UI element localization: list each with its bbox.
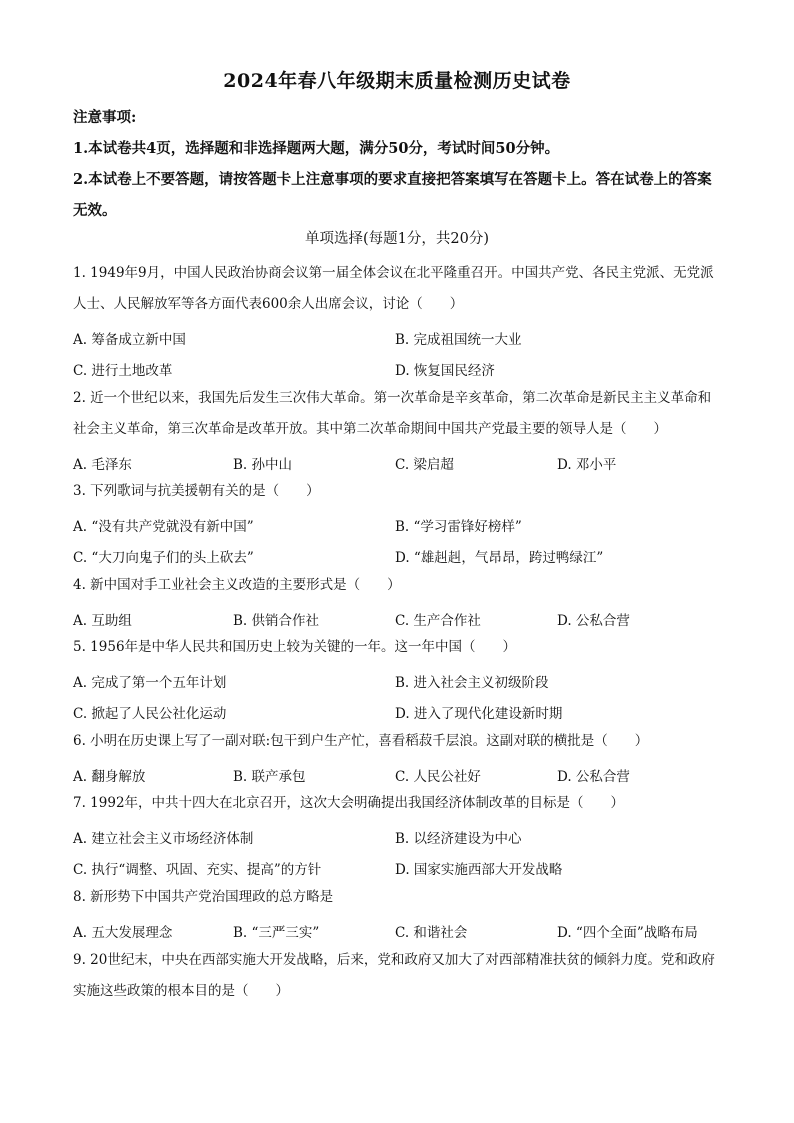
question-3-option-a: A. “没有共产党就没有新中国” [73, 519, 254, 535]
question-6-option-c: C. 人民公社好 [395, 769, 481, 785]
question-5-option-a: A. 完成了第一个五年计划 [73, 675, 227, 691]
question-6-option-a: A. 翻身解放 [73, 769, 146, 785]
question-7-option-a: A. 建立社会主义市场经济体制 [73, 831, 254, 847]
question-2-option-d: D. 邓小平 [557, 457, 617, 473]
question-5-option-d: D. 进入了现代化建设新时期 [395, 706, 563, 722]
question-6-option-b: B. 联产承包 [233, 769, 306, 785]
question-1-option-d: D. 恢复国民经济 [395, 363, 495, 379]
question-2-option-b: B. 孙中山 [233, 457, 293, 473]
question-7-stem: 7. 1992年，中共十四大在北京召开，这次大会明确提出我国经济体制改革的目标是（ ） [73, 795, 625, 811]
question-8-stem: 8. 新形势下中国共产党治国理政的总方略是 [73, 889, 334, 905]
question-2-option-c: C. 梁启超 [395, 457, 454, 473]
question-6-option-d: D. 公私合营 [557, 769, 630, 785]
question-8-option-a: A. 五大发展理念 [73, 925, 173, 941]
question-4-stem: 4. 新中国对手工业社会主义改造的主要形式是（ ） [73, 577, 401, 593]
question-7-option-c: C. 执行“调整、巩固、充实、提高”的方针 [73, 862, 322, 878]
page-title: 2024年春八年级期末质量检测历史试卷 [223, 70, 571, 92]
question-3-option-c: C. “大刀向鬼子们的头上砍去” [73, 550, 254, 566]
question-1-option-c: C. 进行土地改革 [73, 363, 173, 379]
question-4-option-a: A. 互助组 [73, 613, 132, 629]
question-8-option-c: C. 和谐社会 [395, 925, 468, 941]
notice-heading: 注意事项: [73, 109, 137, 126]
question-7-option-b: B. 以经济建设为中心 [395, 831, 522, 847]
question-1-option-a: A. 筹备成立新中国 [73, 332, 186, 348]
question-3-option-d: D. “雄赳赳，气昂昂，跨过鸭绿江” [395, 550, 604, 566]
question-8-option-b: B. “三严三实” [233, 925, 320, 941]
question-7-option-d: D. 国家实施西部大开发战略 [395, 862, 563, 878]
question-3-option-b: B. “学习雷锋好榜样” [395, 519, 522, 535]
section-title: 单项选择(每题1分，共20分) [305, 231, 489, 247]
question-5-stem: 5. 1956年是中华人民共和国历史上较为关键的一年。这一年中国（ ） [73, 639, 517, 655]
question-8-option-d: D. “四个全面”战略布局 [557, 925, 698, 941]
question-6-stem: 6. 小明在历史课上写了一副对联:包干到户生产忙，喜看稻菽千层浪。这副对联的横批是（ ） [73, 733, 649, 749]
question-4-option-b: B. 供销合作社 [233, 613, 320, 629]
question-9-stem: 9. 20世纪末，中央在西部实施大开发战略，后来，党和政府又加大了对西部精准扶贫的倾斜力度。党和政府实施这些政策的根本目的是（ ） [73, 952, 715, 999]
question-1-option-b: B. 完成祖国统一大业 [395, 332, 522, 348]
question-2-stem: 2. 近一个世纪以来，我国先后发生三次伟大革命。第一次革命是辛亥革命，第二次革命是新民主主义革命和社会主义革命，第三次革命是改革开放。其中第二次革命期间中国共产党最主要的领导人是（ ） [73, 390, 712, 437]
question-1-stem: 1. 1949年9月，中国人民政治协商会议第一届全体会议在北平隆重召开。中国共产党、各民主党派、无党派人士、人民解放军等各方面代表600余人出席会议，讨论（ ） [73, 265, 714, 312]
notice-item-1: 1.本试卷共4页，选择题和非选择题两大题，满分50分，考试时间50分钟。 [73, 140, 560, 157]
notice-item-2: 2.本试卷上不要答题，请按答题卡上注意事项的要求直接把答案填写在答题卡上。答在试卷上的答案无效。 [73, 171, 712, 219]
question-5-option-b: B. 进入社会主义初级阶段 [395, 675, 549, 691]
question-5-option-c: C. 掀起了人民公社化运动 [73, 706, 227, 722]
question-4-option-c: C. 生产合作社 [395, 613, 481, 629]
question-2-option-a: A. 毛泽东 [73, 457, 132, 473]
question-3-stem: 3. 下列歌词与抗美援朝有关的是（ ） [73, 483, 320, 499]
question-4-option-d: D. 公私合营 [557, 613, 630, 629]
